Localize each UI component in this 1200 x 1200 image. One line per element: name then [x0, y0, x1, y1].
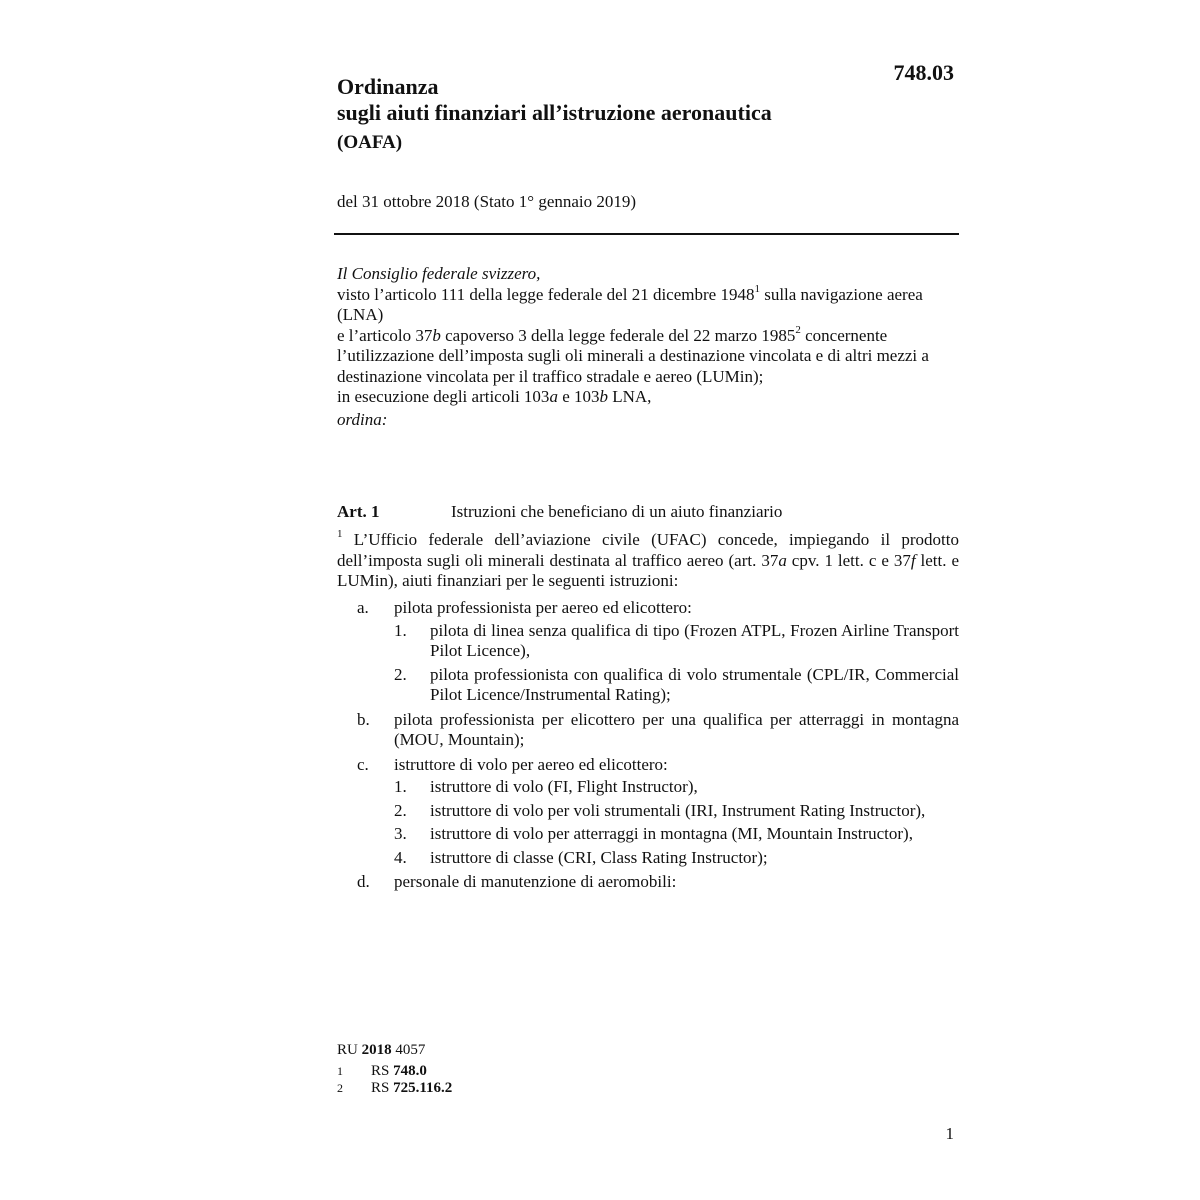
preamble-line-2: e l’articolo 37b capoverso 3 della legge federale del 22 marzo 1985$^2$ concernente l’utilizzazione dell’imposta sugli oli minerali a destinazione vincolata e di altri mezzi a destinazione vincolata per il traffico stradale e aereo (LUMin); — [337, 323, 929, 386]
preamble-line-1: visto l’articolo 111 della legge federale del 21 dicembre 1948$^1$ sulla navigazione aerea (LNA) — [337, 282, 923, 324]
sub-list-item-text: istruttore di volo (FI, Flight Instructor), — [430, 777, 698, 796]
sub-list-item-marker: 2. — [394, 800, 407, 820]
footnote-ref-2[interactable]: 2 — [795, 323, 801, 336]
article-heading — [337, 502, 959, 522]
title-line-2: sugli aiuti finanziari all’istruzione aeronautica — [337, 100, 772, 125]
list-item-text: pilota professionista per elicottero per una qualifica per atterraggi in montagna (MOU, Mountain); — [394, 709, 959, 749]
sub-list-item-marker: 1. — [394, 620, 407, 640]
footnote-ref-1[interactable]: 1 — [754, 282, 760, 295]
footnote-1: 1 RS 748.0 — [337, 1063, 427, 1079]
date-line: del 31 ottobre 2018 (Stato 1° gennaio 2019) — [337, 192, 637, 211]
title-line-1: Ordinanza — [337, 74, 439, 99]
sub-list-item-text: pilota professionista con qualifica di volo strumentale (CPL/IR, Commercial Pilot Licence/Instrumental Rating); — [430, 664, 959, 704]
page-number: 1 — [945, 1124, 954, 1143]
list-item — [337, 755, 959, 869]
preamble-line-3: in esecuzione degli articoli 103a e 103b LNA, — [337, 387, 652, 406]
sub-list-item — [394, 824, 959, 845]
list-item-marker: c. — [357, 754, 369, 774]
sr-number: 748.03 — [893, 60, 954, 85]
sub-list-item-marker: 3. — [394, 824, 407, 843]
paragraph-number: 1 — [337, 528, 343, 541]
list-item-marker: d. — [357, 872, 370, 891]
footnote-2: 2 RS 725.116.2 — [337, 1080, 453, 1096]
list-item-marker: b. — [357, 709, 370, 729]
list-item-marker: a. — [357, 598, 369, 617]
article-title: Istruzioni che beneficiano di un aiuto finanziario — [451, 502, 783, 521]
list-item — [337, 710, 959, 751]
list-item — [337, 598, 959, 706]
footnote-link[interactable]: 748.0 — [393, 1063, 427, 1079]
sub-list-item-marker: 4. — [394, 847, 407, 867]
sub-list-item-marker: 1. — [394, 777, 407, 796]
article-paragraph: $^1$ L’Ufficio federale dell’aviazione civile (UFAC) concede, impiegando il prodotto dell’imposta sugli oli minerali destinata al traffico aereo (art. 37a cpv. 1 lett. c e 37f lett. e LUMin), aiuti finanziari per le seguenti istruzioni: — [337, 528, 960, 590]
sub-list-item — [394, 801, 959, 822]
sub-list-item-text: istruttore di volo per voli strumentali (IRI, Instrument Rating Instructor), — [430, 800, 926, 820]
header-divider — [334, 233, 959, 235]
sub-list-item — [394, 665, 959, 706]
article-number: Art. 1 — [337, 502, 380, 521]
official-compilation-ref: RU 2018 4057 — [337, 1042, 426, 1058]
sub-list-item-text: istruttore di volo per atterraggi in montagna (MI, Mountain Instructor), — [430, 824, 913, 843]
preamble-authority: Il Consiglio federale svizzero, — [337, 264, 541, 283]
footnote-link[interactable]: 725.116.2 — [393, 1080, 453, 1096]
list-item-text: personale di manutenzione di aeromobili: — [394, 872, 677, 891]
document-title — [337, 74, 772, 156]
preamble-decree: ordina: — [337, 409, 388, 429]
preamble — [337, 264, 959, 430]
sub-list-item-text: pilota di linea senza qualifica di tipo (Frozen ATPL, Frozen Airline Transport Pilot Licence), — [430, 620, 959, 660]
sub-list-item — [394, 848, 959, 869]
sub-list-item-marker: 2. — [394, 664, 407, 684]
sub-list-item-text: istruttore di classe (CRI, Class Rating Instructor); — [430, 847, 768, 867]
title-abbreviation: (OAFA) — [337, 132, 403, 153]
list-item-text: istruttore di volo per aereo ed elicottero: — [394, 754, 668, 774]
list-item — [337, 872, 959, 893]
sub-list-item — [394, 621, 959, 662]
sub-list-item — [394, 777, 959, 798]
list-item-text: pilota professionista per aereo ed elicottero: — [394, 598, 692, 617]
instruction-list — [337, 598, 959, 897]
